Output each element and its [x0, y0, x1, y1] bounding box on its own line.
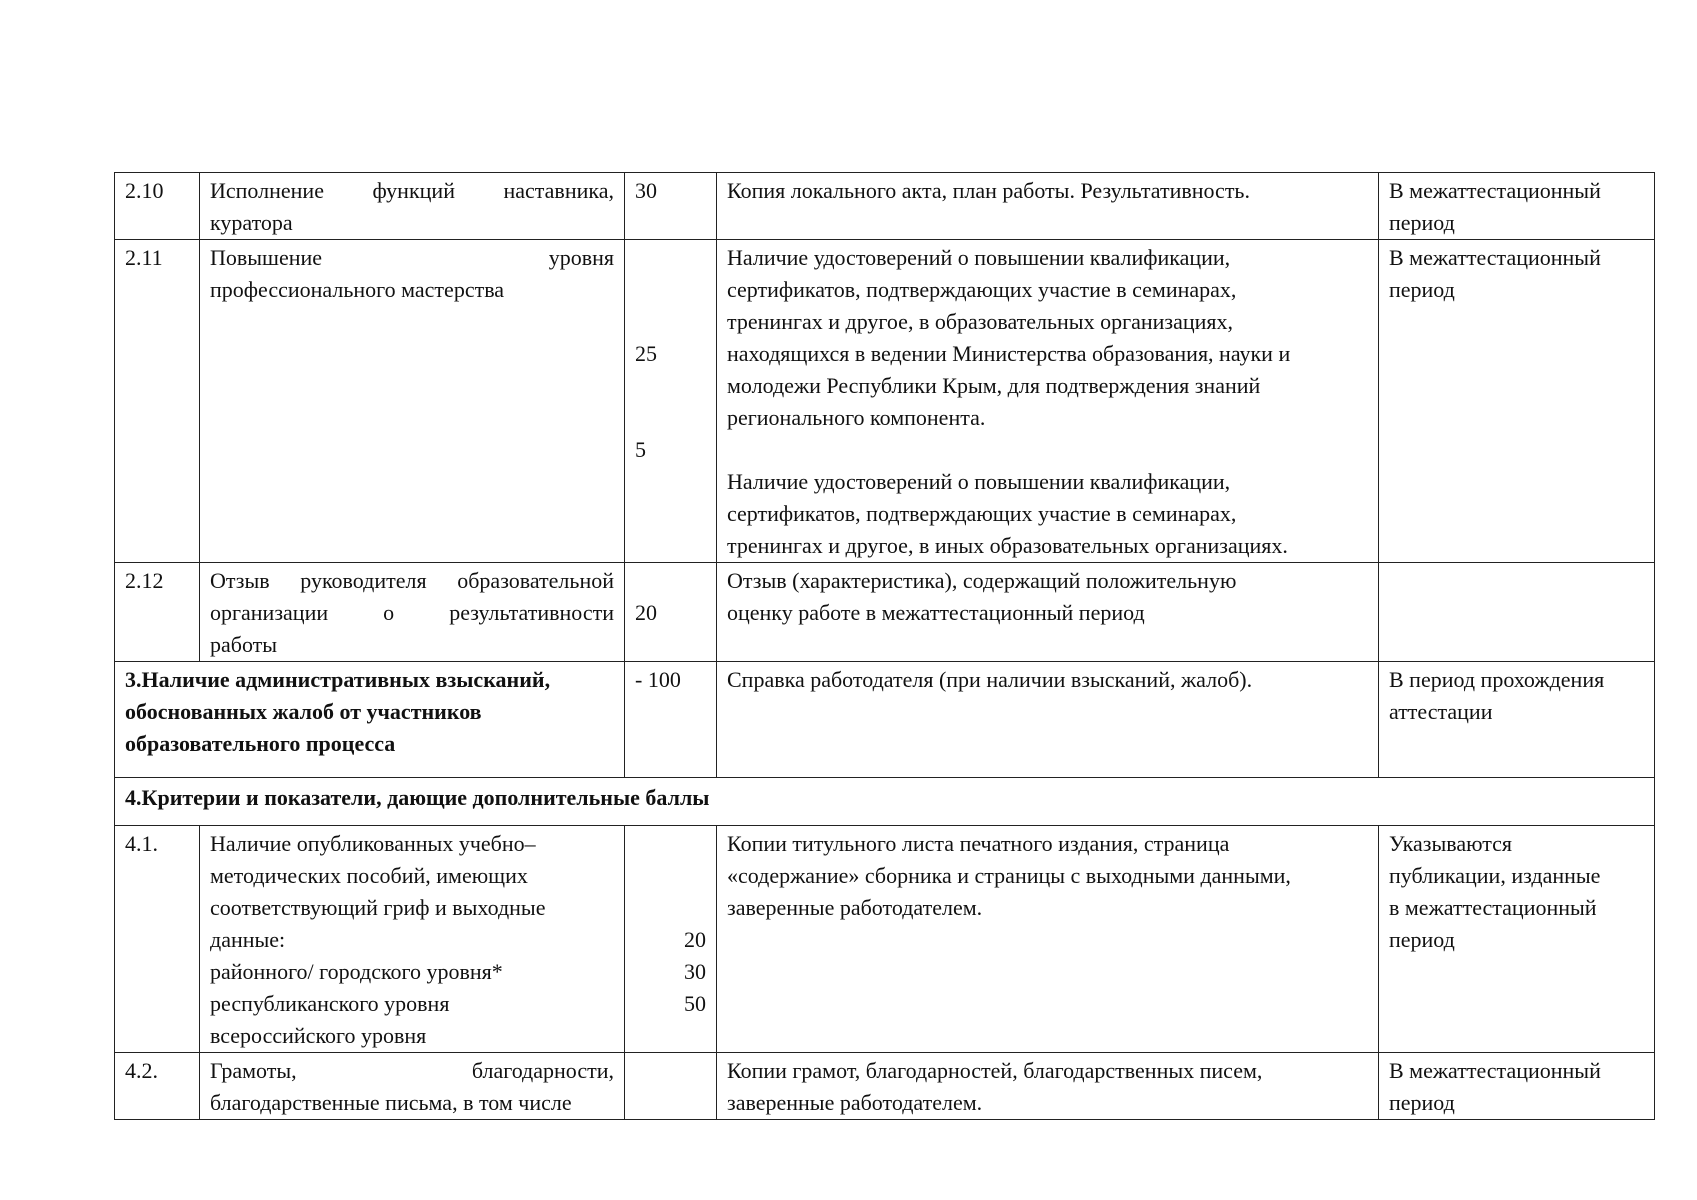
criterion-cell: Отзыв руководителя образовательной организации о результативности работы: [200, 563, 625, 662]
period-cell: Указываются публикации, изданные в межаттестационный период: [1379, 826, 1655, 1053]
row-number: 4.1.: [115, 826, 200, 1053]
table-row: [115, 662, 1655, 778]
criterion-cell: Наличие опубликованных учебно– методических пособий, имеющих соответствующий гриф и выходные данные: районного/ городского уровня* республиканского уровня всероссийского уровня: [200, 826, 625, 1053]
table-row: [115, 778, 1655, 826]
points-cell: 20 30 50: [625, 826, 717, 1053]
documents-cell: Наличие удостоверений о повышении квалификации, сертификатов, подтверждающих участие в семинарах, тренингах и другое, в образовательных организациях, находящихся в ведении Министерства образования, науки и молодежи Республики Крым, для подтверждения знаний регионального компонента. Наличие удостоверений о повышении квалификации, сертификатов, подтверждающих участие в семинарах, тренингах и другое, в иных образовательных организациях.: [717, 240, 1379, 563]
period-cell: В межаттестационный период: [1379, 173, 1655, 240]
documents-cell: Справка работодателя (при наличии взысканий, жалоб).: [717, 662, 1379, 778]
section-title-cell: 4.Критерии и показатели, дающие дополнительные баллы: [115, 778, 1655, 826]
documents-cell: Отзыв (характеристика), содержащий положительную оценку работе в межаттестационный период: [717, 563, 1379, 662]
documents-cell: Копия локального акта, план работы. Результативность.: [717, 173, 1379, 240]
table-row: [115, 826, 1655, 1053]
period-cell: В период прохождения аттестации: [1379, 662, 1655, 778]
criterion-cell: Исполнение функций наставника, куратора: [200, 173, 625, 240]
period-cell: [1379, 563, 1655, 662]
row-number: 4.2.: [115, 1053, 200, 1120]
points-cell: 25 5: [625, 240, 717, 563]
documents-cell: Копии грамот, благодарностей, благодарственных писем, заверенные работодателем.: [717, 1053, 1379, 1120]
row-number: 2.12: [115, 563, 200, 662]
section-title-cell: 3.Наличие административных взысканий, обоснованных жалоб от участников образовательного процесса: [115, 662, 625, 778]
documents-cell: Копии титульного листа печатного издания, страница «содержание» сборника и страницы с выходными данными, заверенные работодателем.: [717, 826, 1379, 1053]
table-row: [115, 240, 1655, 563]
row-number: 2.10: [115, 173, 200, 240]
table-row: [115, 1053, 1655, 1120]
points-cell: 30: [625, 173, 717, 240]
period-cell: В межаттестационный период: [1379, 240, 1655, 563]
table-row: [115, 563, 1655, 662]
points-cell: - 100: [625, 662, 717, 778]
points-cell: 20: [625, 563, 717, 662]
points-cell: [625, 1053, 717, 1120]
period-cell: В межаттестационный период: [1379, 1053, 1655, 1120]
table-row: [115, 173, 1655, 240]
row-number: 2.11: [115, 240, 200, 563]
criteria-table: [114, 172, 1655, 1120]
criterion-cell: Повышение уровня профессионального мастерства: [200, 240, 625, 563]
criterion-cell: Грамоты, благодарности, благодарственные письма, в том числе: [200, 1053, 625, 1120]
